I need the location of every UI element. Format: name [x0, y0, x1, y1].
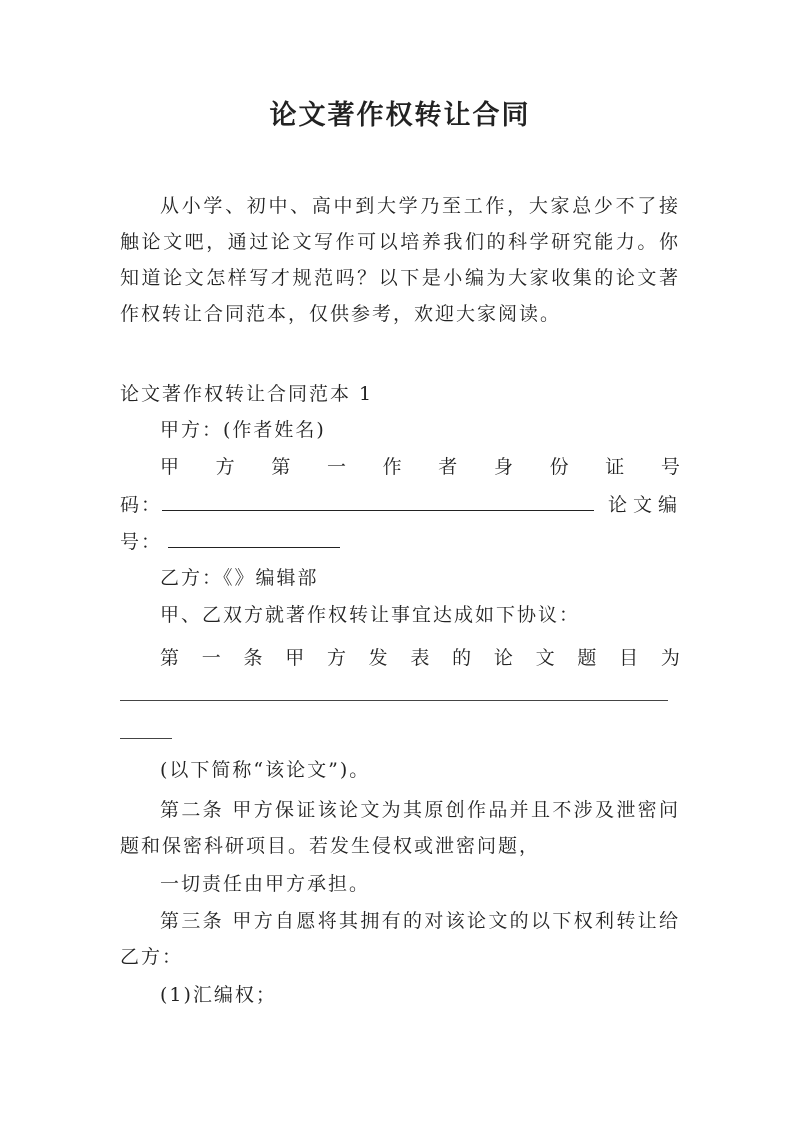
- right-item-1: (1)汇编权；: [160, 984, 277, 1006]
- spread-char: 条: [243, 647, 263, 669]
- spread-char: 文: [535, 647, 555, 669]
- id-number-line: [120, 486, 684, 523]
- intro-paragraph: 从小学、初中、高中到大学乃至工作，大家总少不了接触论文吧，通过论文写作可以培养我们的科学研究能力。你知道论文怎样写才规范吗？以下是小编为大家收集的论文著作权转让合同范本，仅供参考，欢迎大家阅读。: [120, 195, 680, 325]
- spread-char: 第: [160, 647, 180, 669]
- paper-number-blank: [168, 523, 340, 548]
- spread-char: 目: [619, 647, 639, 669]
- party-b-line: 乙方：《》编辑部: [160, 567, 319, 589]
- spread-char: 题: [577, 647, 597, 669]
- spread-char: 为: [660, 647, 680, 669]
- article2-continuation: 一切责任由甲方承担。: [160, 873, 371, 895]
- short-name-line: (以下简称“该论文”)。: [160, 759, 371, 781]
- spread-char: 论: [493, 647, 513, 669]
- spread-char: 方: [326, 647, 346, 669]
- article2-paragraph: 第二条 甲方保证该论文为其原创作品并且不涉及泄密问题和保密科研项目。若发生侵权或泄密问题，: [120, 799, 680, 857]
- paper-number-label: 论文编: [608, 494, 684, 516]
- article1-spread: [160, 640, 680, 676]
- spread-char: 一: [326, 456, 346, 478]
- paper-number-line: [120, 523, 680, 560]
- spread-char: 甲: [285, 647, 305, 669]
- title-blank-line-1: [120, 700, 668, 701]
- spread-char: 发: [368, 647, 388, 669]
- party-a-line: 甲方：(作者姓名): [160, 419, 326, 441]
- agreement-line: 甲、乙双方就著作权转让事宜达成如下协议：: [160, 604, 581, 626]
- spread-char: 一: [201, 647, 221, 669]
- spread-char: 作: [382, 456, 402, 478]
- document-title: 论文著作权转让合同: [269, 100, 531, 131]
- spread-char: 号: [660, 456, 680, 478]
- spread-char: 的: [452, 647, 472, 669]
- id-number-blank: [162, 486, 594, 511]
- spread-char: 第: [271, 456, 291, 478]
- paper-number-label-end: 号：: [120, 531, 163, 553]
- title-blank-line-2: [120, 738, 172, 739]
- id-number-label-end: 码：: [120, 494, 163, 516]
- spread-char: 身: [493, 456, 513, 478]
- id-number-label-spread: [160, 449, 680, 485]
- spread-char: 表: [410, 647, 430, 669]
- spread-char: 证: [605, 456, 625, 478]
- spread-char: 者: [438, 456, 458, 478]
- spread-char: 甲: [160, 456, 180, 478]
- spread-char: 方: [215, 456, 235, 478]
- section-heading: 论文著作权转让合同范本 1: [120, 383, 374, 405]
- article3-paragraph: 第三条 甲方自愿将其拥有的对该论文的以下权利转让给乙方：: [120, 910, 680, 968]
- spread-char: 份: [549, 456, 569, 478]
